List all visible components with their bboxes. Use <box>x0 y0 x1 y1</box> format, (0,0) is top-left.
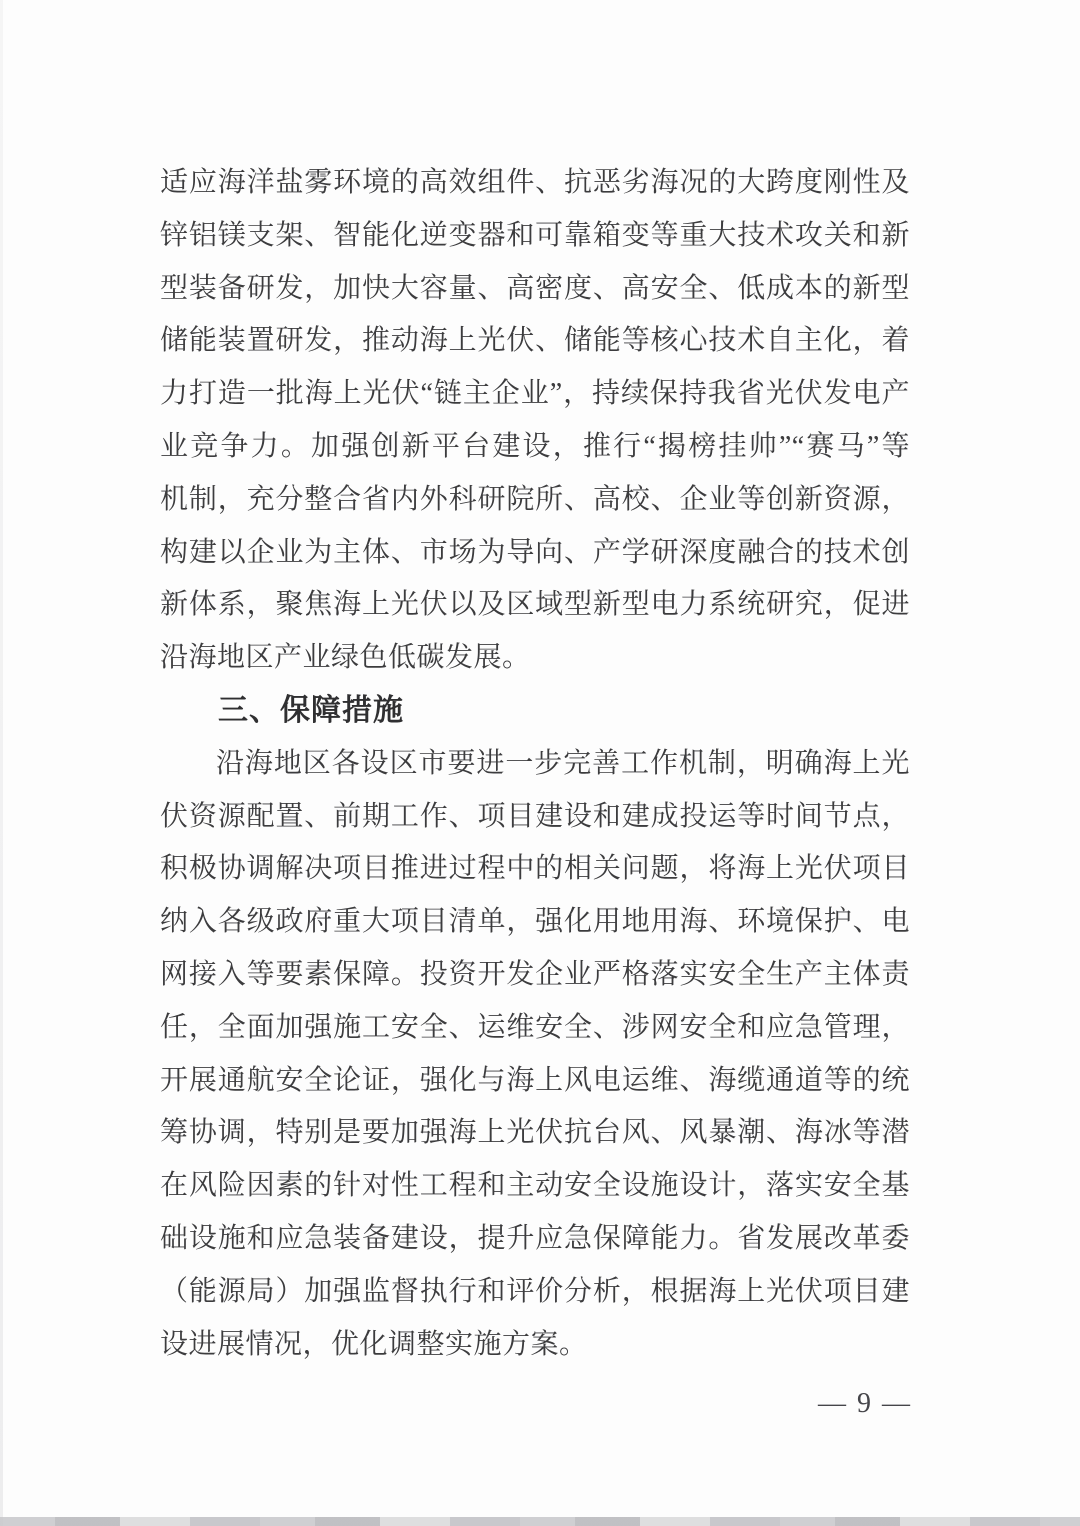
text-line: 构建以企业为主体、市场为导向、产学研深度融合的技术创 <box>160 536 910 568</box>
page-number: — 9 — <box>818 1388 912 1419</box>
scan-edge-bottom-artifact <box>0 1517 1080 1526</box>
text-line: 纳入各级政府重大项目清单，强化用地用海、环境保护、电 <box>160 906 910 938</box>
text-line: 储能装置研发，推动海上光伏、储能等核心技术自主化，着 <box>160 325 910 357</box>
paragraph-technology <box>160 157 910 685</box>
text-line: 新体系，聚焦海上光伏以及区域型新型电力系统研究，促进 <box>160 589 910 621</box>
text-line: 筹协调，特别是要加强海上光伏抗台风、风暴潮、海冰等潜 <box>160 1117 910 1149</box>
text-line: 沿海地区各设区市要进一步完善工作机制，明确海上光 <box>216 747 910 779</box>
text-line: 力打造一批海上光伏“链主企业”，持续保持我省光伏发电产 <box>160 378 910 410</box>
paragraph-guarantee-measures <box>160 738 910 1372</box>
text-line: 沿海地区产业绿色低碳发展。 <box>160 642 531 674</box>
document-body <box>160 157 910 1371</box>
text-line: 机制，充分整合省内外科研院所、高校、企业等创新资源， <box>160 483 910 515</box>
text-line: 积极协调解决项目推进过程中的相关问题，将海上光伏项目 <box>160 853 910 885</box>
text-line: 开展通航安全论证，强化与海上风电运维、海缆通道等的统 <box>160 1064 910 1096</box>
text-line: 网接入等要素保障。投资开发企业严格落实安全生产主体责 <box>160 958 910 990</box>
text-line: 任，全面加强施工安全、运维安全、涉网安全和应急管理， <box>160 1011 910 1043</box>
text-line: 设进展情况，优化调整实施方案。 <box>160 1328 588 1360</box>
text-line: 在风险因素的针对性工程和主动安全设施设计，落实安全基 <box>160 1170 910 1202</box>
text-line: （能源局）加强监督执行和评价分析，根据海上光伏项目建 <box>160 1275 910 1307</box>
text-line: 伏资源配置、前期工作、项目建设和建成投运等时间节点， <box>160 800 910 832</box>
text-line: 业竞争力。加强创新平台建设，推行“揭榜挂帅”“赛马”等 <box>160 430 910 462</box>
scan-edge-left-artifact <box>0 0 3 1526</box>
text-line: 适应海洋盐雾环境的高效组件、抗恶劣海况的大跨度刚性及 <box>160 167 910 198</box>
text-line: 锌铝镁支架、智能化逆变器和可靠箱变等重大技术攻关和新 <box>160 219 910 251</box>
text-line: 型装备研发，加快大容量、高密度、高安全、低成本的新型 <box>160 272 910 304</box>
text-line: 础设施和应急装备建设，提升应急保障能力。省发展改革委 <box>160 1222 910 1254</box>
section-heading: 三、保障措施 <box>218 693 404 727</box>
